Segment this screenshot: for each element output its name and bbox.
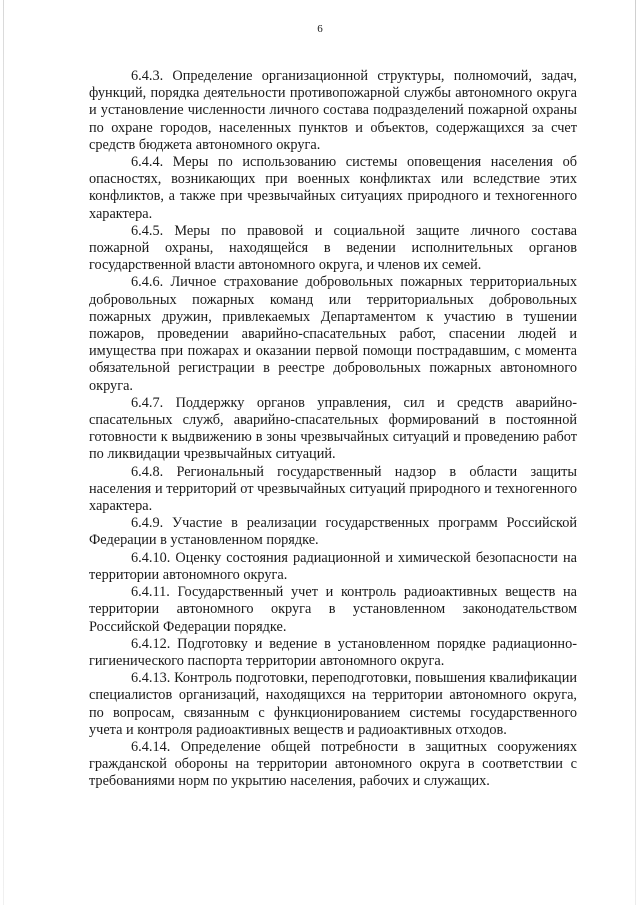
paragraph-6-4-7: 6.4.7. Поддержку органов управления, сил и средств аварийно-спасательных служб, аварийно-спасательных формирований в постоянной готовности к выдвижению в зоны чрезвычайных ситуаций и проведению работ по ликвидации чрезвычайных ситуаций. xyxy=(89,394,577,463)
scan-edge-left xyxy=(3,0,4,905)
paragraph-6-4-11: 6.4.11. Государственный учет и контроль радиоактивных веществ на территории автономного округа в установленном законодательством Российской Федерации порядке. xyxy=(89,584,577,635)
document-body xyxy=(89,68,577,791)
page-number: 6 xyxy=(317,23,323,35)
scan-edge-right xyxy=(635,0,636,905)
paragraph-6-4-12: 6.4.12. Подготовку и ведение в установленном порядке радиационно-гигиенического паспорта территории автономного округа. xyxy=(89,635,577,669)
paragraph-6-4-5: 6.4.5. Меры по правовой и социальной защите личного состава пожарной охраны, находящейся в ведении исполнительных органов государственной власти автономного округа, и членов их семей. xyxy=(89,222,577,274)
paragraph-6-4-14: 6.4.14. Определение общей потребности в защитных сооружениях гражданской обороны на территории автономного округа в соответствии с требованиями норм по укрытию населения, рабочих и служащих. xyxy=(89,738,577,790)
paragraph-6-4-6: 6.4.6. Личное страхование добровольных пожарных территориальных добровольных пожарных команд или территориальных добровольных пожарных дружин, привлекаемых Департаментом к участию в тушении пожаров, проведении аварийно-спасательных работ, спасении людей и имущества при пожарах и оказании первой помощи пострадавшим, с момента обязательной регистрации в реестре добровольных пожарных автономного округа. xyxy=(89,274,577,394)
paragraph-6-4-9: 6.4.9. Участие в реализации государственных программ Российской Федерации в установленном порядке. xyxy=(89,515,577,549)
paragraph-6-4-4: 6.4.4. Меры по использованию системы оповещения населения об опасностях, возникающих при военных конфликтах или вследствие этих конфликтов, а также при чрезвычайных ситуациях природного и техногенного характера. xyxy=(89,154,577,222)
paragraph-6-4-8: 6.4.8. Региональный государственный надзор в области защиты населения и территорий от чрезвычайных ситуаций природного и техногенного характера. xyxy=(89,463,577,515)
paragraph-6-4-3: 6.4.3. Определение организационной структуры, полномочий, задач, функций, порядка деятельности противопожарной службы автономного округа и установление численности личного состава подразделений пожарной охраны по охране городов, населенных пунктов и объектов, содержащихся за счет средств бюджета автономного округа. xyxy=(89,68,577,153)
paragraph-6-4-13: 6.4.13. Контроль подготовки, переподготовки, повышения квалификации специалистов организаций, находящихся на территории автономного округа, по вопросам, связанным с функционированием системы государственного учета и контроля радиоактивных веществ и радиоактивных отходов. xyxy=(89,670,577,738)
paragraph-6-4-10: 6.4.10. Оценку состояния радиационной и химической безопасности на территории автономного округа. xyxy=(89,549,577,583)
